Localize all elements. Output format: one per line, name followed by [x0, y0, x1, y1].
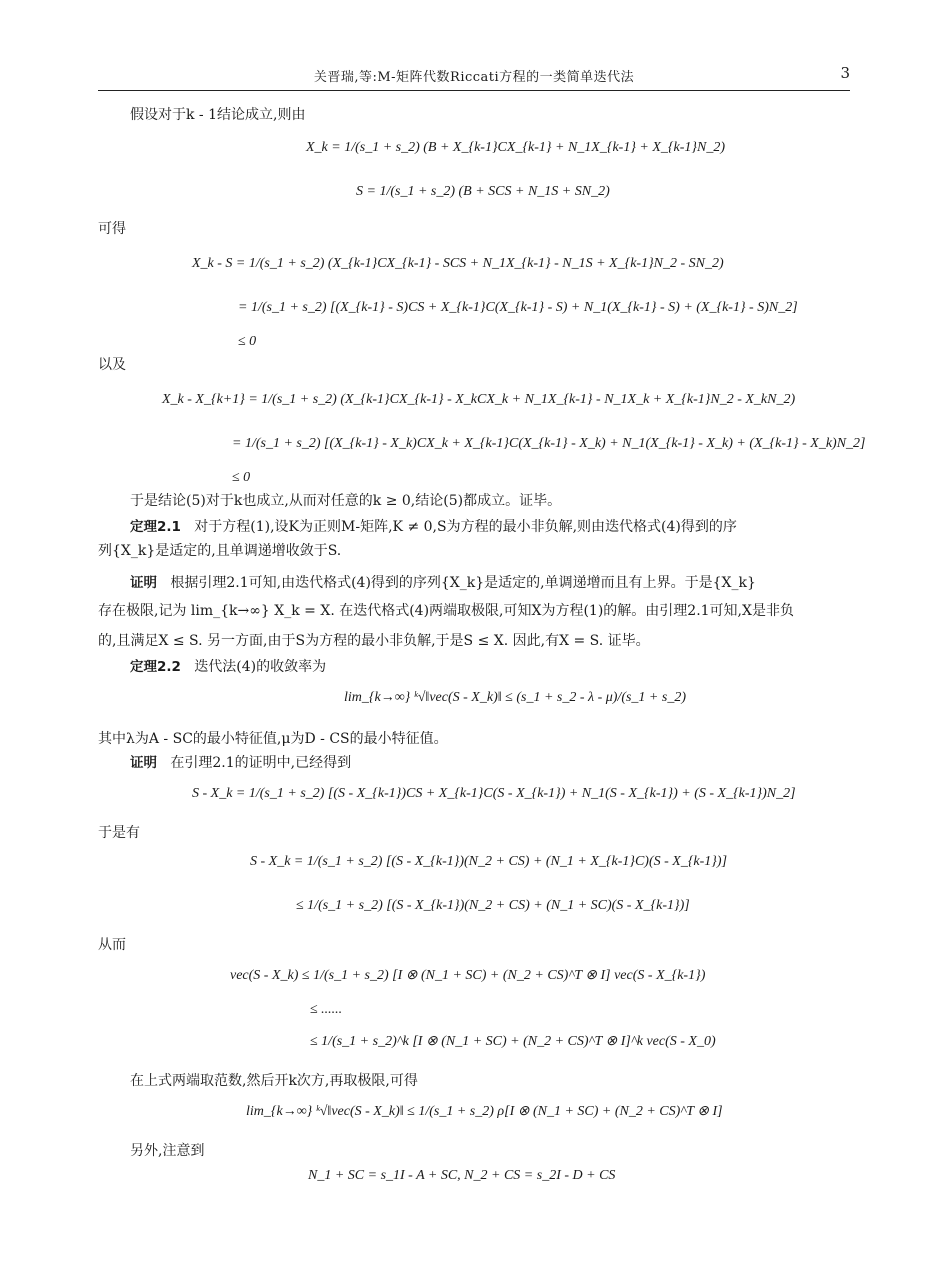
equation-xk-minus-s: X_k - S = 1/(s_1 + s_2) (X_{k-1}CX_{k-1} - SCS + N_1X_{k-1} - N_1S + X_{k-1}N_2 - SN_2): [192, 256, 724, 271]
proof-2-1-line2: 存在极限,记为 lim_{k→∞} X_k = X. 在迭代格式(4)两端取极限,可知X为方程(1)的解。由引理2.1可知,X是非负: [98, 603, 794, 619]
theorem-2-1-line2: 列{X_k}是适定的,且单调递增收敛于S.: [98, 543, 342, 559]
paragraph-induction: 假设对于k - 1结论成立,则由: [130, 107, 306, 123]
equation-xk-minus-xk1-line2: = 1/(s_1 + s_2) [(X_{k-1} - X_k)CX_k + X_{k-1}C(X_{k-1} - X_k) + N_1(X_{k-1} - X_k) + (X_{k-1} - X_k)N_2]: [232, 436, 866, 451]
theorem-2-2-label: 定理2.2: [130, 659, 181, 675]
equation-xk: X_k = 1/(s_1 + s_2) (B + X_{k-1}CX_{k-1} + N_1X_{k-1} + X_{k-1}N_2): [306, 140, 726, 155]
equation-limit-rho: lim_{k→∞} ᵏ√‖vec(S - X_k)‖ ≤ 1/(s_1 + s_2) ρ[I ⊗ (N_1 + SC) + (N_2 + CS)^T ⊗ I]: [246, 1104, 723, 1119]
equation-vec-line3: ≤ 1/(s_1 + s_2)^k [I ⊗ (N_1 + SC) + (N_2 + CS)^T ⊗ I]^k vec(S - X_0): [310, 1034, 716, 1049]
theorem-2-2-text: 迭代法(4)的收敛率为: [194, 659, 327, 675]
paragraph-conclusion: 于是结论(5)对于k也成立,从而对任意的k ≥ 0,结论(5)都成立。证毕。: [130, 493, 562, 509]
equation-xk-minus-s-line2: = 1/(s_1 + s_2) [(X_{k-1} - S)CS + X_{k-1}C(X_{k-1} - S) + N_1(X_{k-1} - S) + (X_{k-1} - S)N_2]: [238, 300, 798, 315]
proof-label: 证明: [130, 575, 157, 591]
equation-vec: vec(S - X_k) ≤ 1/(s_1 + s_2) [I ⊗ (N_1 + SC) + (N_2 + CS)^T ⊗ I] vec(S - X_{k-1}): [230, 968, 706, 983]
equation-s-minus-xk-2: S - X_k = 1/(s_1 + s_2) [(S - X_{k-1})(N_2 + CS) + (N_1 + X_{k-1}C)(S - X_{k-1})]: [250, 854, 728, 869]
header-title: 关晋瑞,等:M-矩阵代数Riccati方程的一类简单迭代法: [313, 70, 635, 85]
equation-vec-line2: ≤ ......: [310, 1002, 343, 1017]
equation-xk-minus-xk1: X_k - X_{k+1} = 1/(s_1 + s_2) (X_{k-1}CX_{k-1} - X_kCX_k + N_1X_{k-1} - N_1X_k + X_{k-1}N_2 - X_kN_2): [162, 392, 796, 407]
proof-2-1-line3: 的,且满足X ≤ S. 另一方面,由于S为方程的最小非负解,于是S ≤ X. 因此,有X = S. 证毕。: [98, 633, 650, 649]
theorem-2-2-line2: 其中λ为A - SC的最小特征值,μ为D - CS的最小特征值。: [98, 731, 448, 747]
theorem-2-1-label: 定理2.1: [130, 519, 181, 535]
theorem-2-1-text: 对于方程(1),设K为正则M-矩阵,K ≠ 0,S为方程的最小非负解,则由迭代格式(4)得到的序: [194, 519, 737, 535]
equation-s-minus-xk: S - X_k = 1/(s_1 + s_2) [(S - X_{k-1})CS + X_{k-1}C(S - X_{k-1}) + N_1(S - X_{k-1}) + (S - X_{k-1})N_2]: [192, 786, 796, 801]
running-header: [98, 62, 850, 91]
equation-s-minus-xk-2-line2: ≤ 1/(s_1 + s_2) [(S - X_{k-1})(N_2 + CS) + (N_1 + SC)(S - X_{k-1})]: [296, 898, 690, 913]
paragraph-therefore: 从而: [98, 937, 126, 953]
paragraph-take-norm: 在上式两端取范数,然后开k次方,再取极限,可得: [130, 1073, 418, 1089]
proof-2-2: [130, 754, 351, 772]
proof-2-2-label: 证明: [130, 755, 157, 771]
page-number: 3: [840, 64, 850, 82]
paragraph-thus: 可得: [98, 221, 126, 237]
proof-2-1: [130, 574, 756, 592]
proof-2-1-text: 根据引理2.1可知,由迭代格式(4)得到的序列{X_k}是适定的,单调递增而且有上界。于是{X_k}: [170, 575, 756, 591]
theorem-2-1: [130, 518, 737, 536]
equation-n1-n2: N_1 + SC = s_1I - A + SC, N_2 + CS = s_2I - D + CS: [308, 1168, 616, 1183]
theorem-2-2: [130, 658, 326, 676]
paragraph-hence: 于是有: [98, 825, 140, 841]
equation-convergence-rate: lim_{k→∞} ᵏ√‖vec(S - X_k)‖ ≤ (s_1 + s_2 - λ - μ)/(s_1 + s_2): [344, 690, 686, 705]
proof-2-2-text: 在引理2.1的证明中,已经得到: [170, 755, 352, 771]
paragraph-and: 以及: [98, 357, 126, 373]
paragraph-note: 另外,注意到: [130, 1143, 205, 1159]
equation-xk-minus-xk1-line3: ≤ 0: [232, 470, 251, 485]
equation-xk-minus-s-line3: ≤ 0: [238, 334, 257, 349]
equation-s: S = 1/(s_1 + s_2) (B + SCS + N_1S + SN_2): [356, 184, 610, 199]
